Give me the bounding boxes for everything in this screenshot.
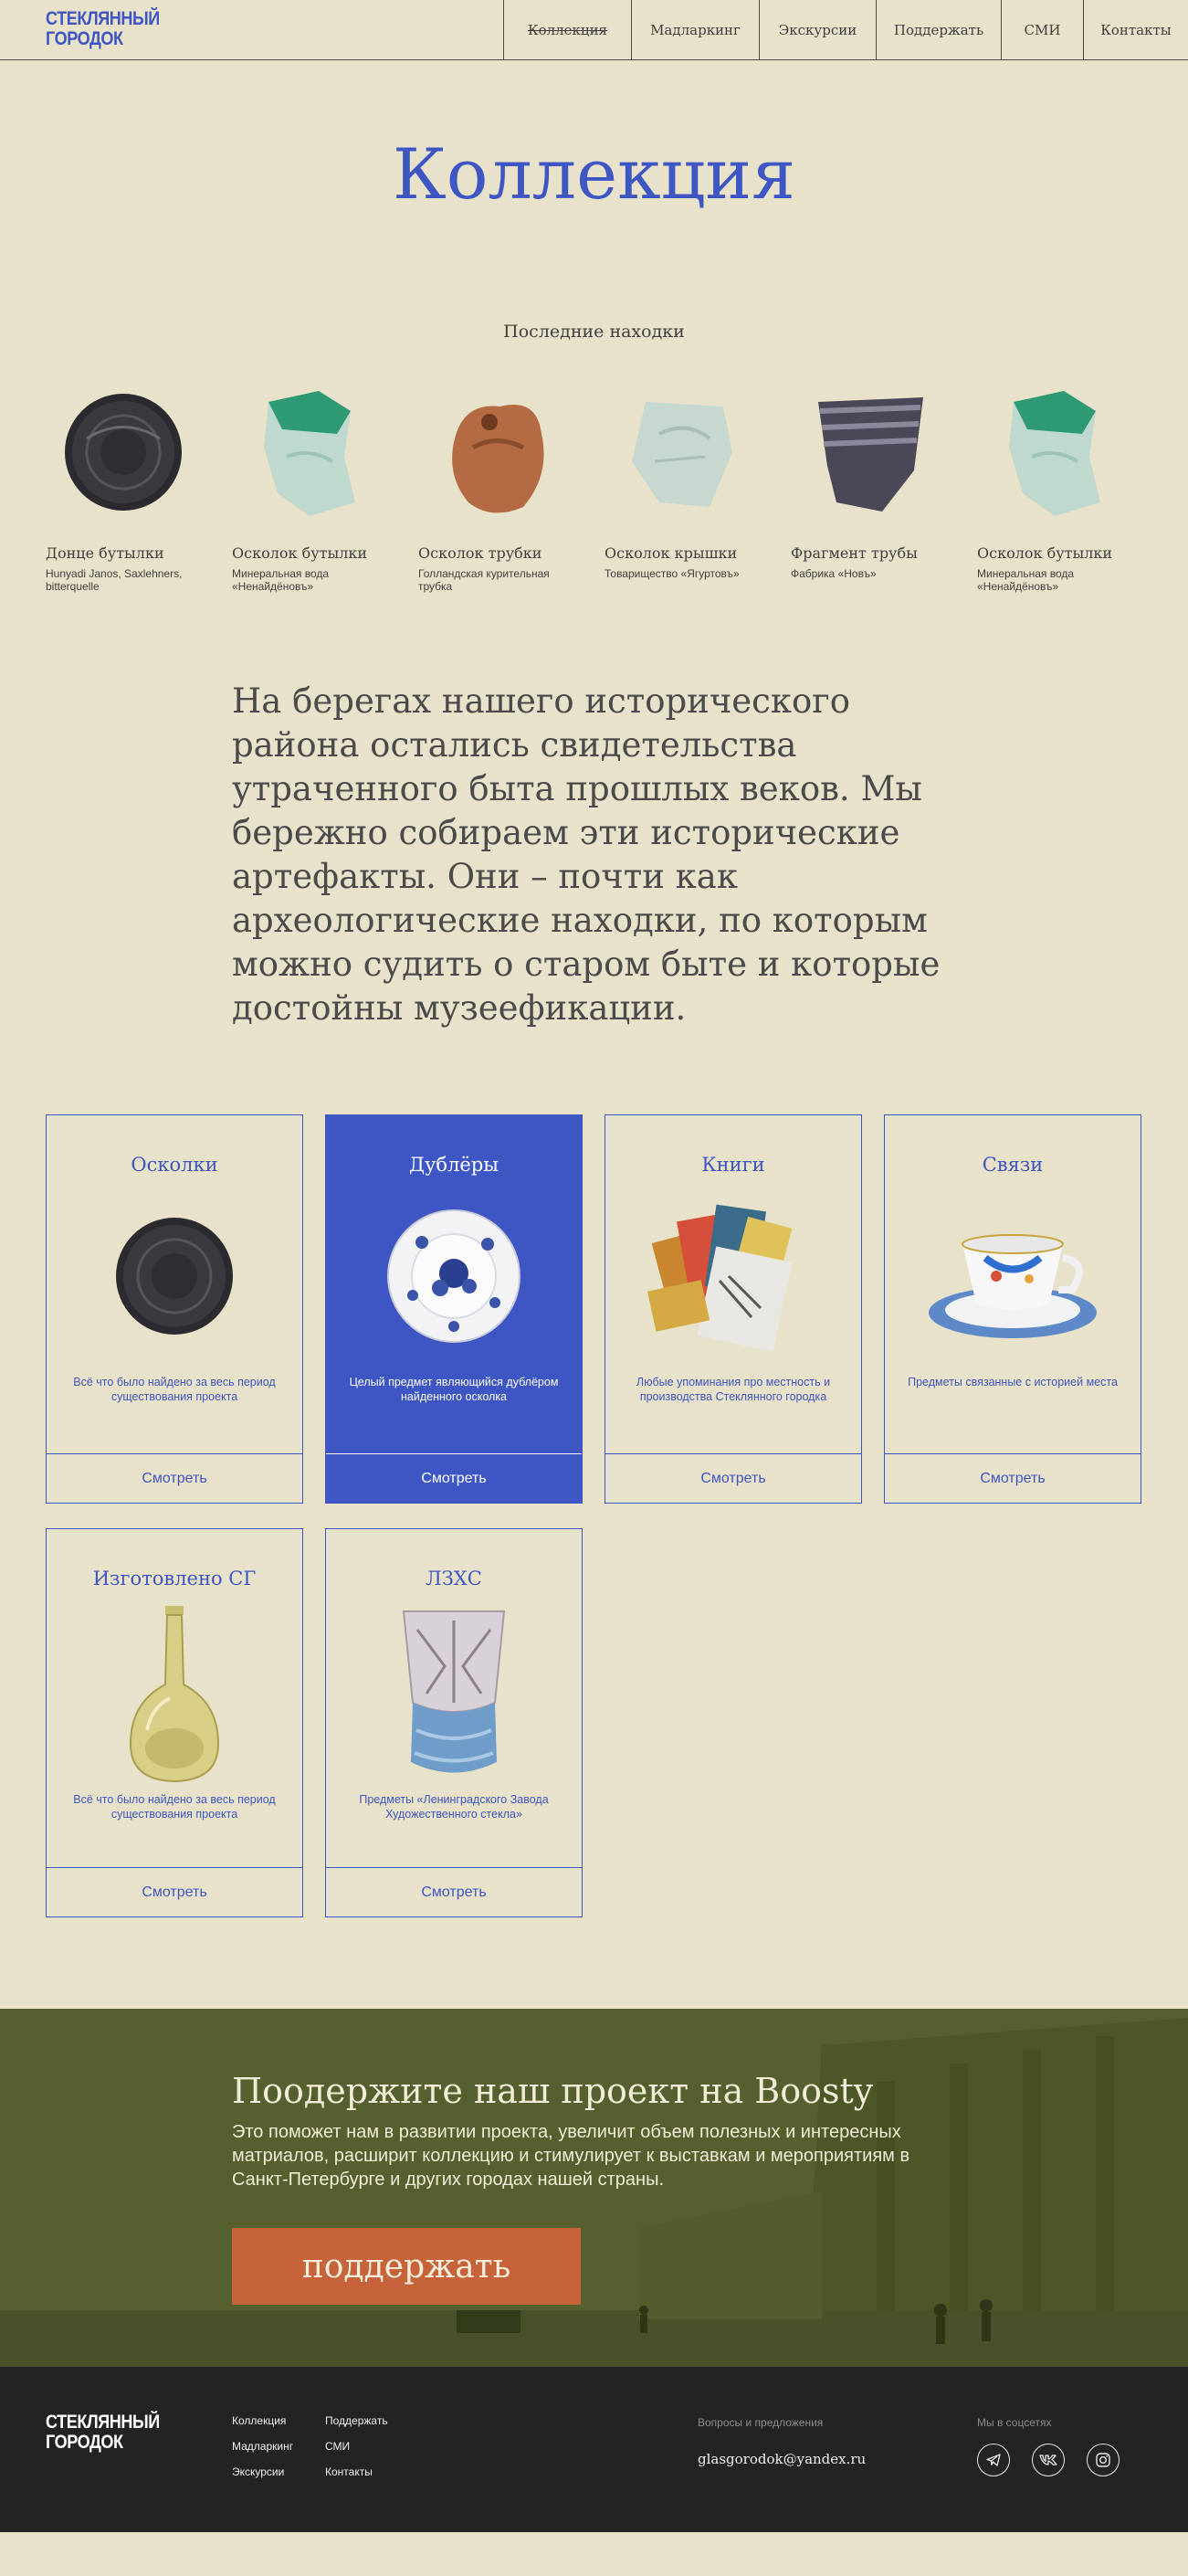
category-description: Любые упоминания про местность и производства Стеклянного городка <box>636 1376 831 1403</box>
view-button[interactable]: Смотреть <box>885 1453 1141 1503</box>
view-button[interactable]: Смотреть <box>326 1453 582 1503</box>
view-button[interactable]: Смотреть <box>47 1453 302 1503</box>
find-subtitle: Голландская курительная трубка <box>418 567 550 593</box>
crystal-vase-icon <box>363 1602 545 1785</box>
site-logo[interactable] <box>46 9 160 49</box>
latest-finds <box>0 375 1188 593</box>
category-description: Целый предмет являющийся дублёром найденного осколка <box>349 1376 559 1403</box>
category-title: Дублёры <box>409 1154 499 1176</box>
social-links <box>977 2444 1120 2476</box>
contact-email-link[interactable]: glasgorodok@yandex.ru <box>698 2451 867 2467</box>
find-subtitle: Минеральная вода «Ненайдёновъ» <box>232 567 330 593</box>
boosty-section <box>0 2009 1188 2367</box>
category-card-lzhs[interactable] <box>325 1528 583 1917</box>
nav-item-media[interactable]: СМИ <box>1001 0 1083 60</box>
find-name: Фрагмент трубы <box>791 544 918 562</box>
support-button[interactable]: поддержать <box>232 2228 581 2305</box>
footer-link-support[interactable]: Поддержать <box>325 2414 388 2427</box>
find-name: Донце бутылки <box>46 544 164 562</box>
latest-finds-title: Последние находки <box>503 322 685 342</box>
vk-icon[interactable] <box>1032 2444 1065 2476</box>
pipe-fragment-icon <box>791 375 946 530</box>
view-button[interactable]: Смотреть <box>326 1867 582 1916</box>
category-title: Осколки <box>131 1154 218 1176</box>
logo-line-1: СТЕКЛЯННЫЙ <box>46 8 160 29</box>
questions-label: Вопросы и предложения <box>698 2416 824 2429</box>
category-title: Связи <box>982 1154 1044 1176</box>
view-button[interactable]: Смотреть <box>47 1867 302 1916</box>
site-header <box>0 0 1188 60</box>
glass-bottle-icon <box>83 1602 266 1785</box>
category-description: Предметы связанные с историей места <box>908 1376 1118 1388</box>
instagram-icon[interactable] <box>1087 2444 1120 2476</box>
main-nav <box>503 0 1188 60</box>
category-card-duplicates[interactable] <box>325 1114 583 1504</box>
telegram-icon[interactable] <box>977 2444 1010 2476</box>
nav-item-contacts[interactable]: Контакты <box>1083 0 1188 60</box>
find-item[interactable] <box>977 375 1163 593</box>
bottle-bottom-icon <box>83 1194 266 1358</box>
glass-shard-icon <box>977 375 1132 530</box>
find-item[interactable] <box>418 375 605 593</box>
footer-link-excursions[interactable]: Экскурсии <box>232 2465 285 2478</box>
find-subtitle: Товарищество «Ягуртовъ» <box>605 567 740 580</box>
find-item[interactable] <box>791 375 977 593</box>
footer-nav <box>232 2414 416 2478</box>
boosty-text: Это поможет нам в развитии проекта, увеличит объем полезных и интересных матриалов, расширит коллекцию и стимулирует к выставкам и мероприятиям в Санкт-Петербурге и других городах нашей страны. <box>232 2122 910 2190</box>
find-item[interactable] <box>232 375 418 593</box>
category-card-made-sg[interactable] <box>46 1528 303 1917</box>
footer-link-mudlarking[interactable]: Мадларкинг <box>232 2440 294 2453</box>
view-button[interactable]: Смотреть <box>605 1453 861 1503</box>
lid-shard-icon <box>605 375 760 530</box>
nav-item-excursions[interactable]: Экскурсии <box>759 0 876 60</box>
nav-item-support[interactable]: Поддержать <box>876 0 1001 60</box>
category-card-books[interactable] <box>605 1114 862 1504</box>
find-subtitle: Фабрика «Новъ» <box>791 567 877 580</box>
find-name: Осколок крышки <box>605 544 738 562</box>
footer-link-contacts[interactable]: Контакты <box>325 2465 373 2478</box>
category-card-shards[interactable] <box>46 1114 303 1504</box>
categories-grid <box>46 1114 1188 1917</box>
bottle-bottom-icon <box>46 375 201 530</box>
footer-link-media[interactable]: СМИ <box>325 2440 351 2453</box>
find-item[interactable] <box>46 375 232 593</box>
category-description: Всё что было найдено за весь период существования проекта <box>73 1793 276 1821</box>
nav-item-collection[interactable]: Коллекция <box>503 0 631 60</box>
pipe-shard-icon <box>418 375 573 530</box>
footer-logo[interactable] <box>46 2412 160 2453</box>
find-name: Осколок трубки <box>418 544 542 562</box>
find-name: Осколок бутылки <box>977 544 1113 562</box>
find-subtitle: Минеральная вода «Ненайдёновъ» <box>977 567 1075 593</box>
page-title: Коллекция <box>392 133 796 215</box>
teacup-icon <box>921 1194 1104 1358</box>
logo-line-1: СТЕКЛЯННЫЙ <box>46 2412 160 2433</box>
category-description: Предметы «Ленинградского Завода Художественного стекла» <box>359 1793 549 1821</box>
footer-link-collection[interactable]: Коллекция <box>232 2414 287 2427</box>
find-subtitle: Hunyadi Janos, Saxlehners, bitterquelle <box>46 567 183 593</box>
boosty-title: Поодержите наш проект на Boosty <box>232 2071 874 2111</box>
category-card-connections[interactable] <box>884 1114 1141 1504</box>
category-title: Книги <box>701 1154 765 1176</box>
category-title: Изготовлено СГ <box>92 1568 257 1589</box>
social-label: Мы в соцсетях <box>977 2416 1052 2429</box>
books-icon <box>642 1194 825 1358</box>
plate-icon <box>363 1194 545 1358</box>
find-item[interactable] <box>605 375 791 593</box>
find-name: Осколок бутылки <box>232 544 368 562</box>
category-description: Всё что было найдено за весь период существования проекта <box>73 1376 276 1403</box>
logo-line-2: ГОРОДОК <box>46 28 123 49</box>
nav-item-mudlarking[interactable]: Мадларкинг <box>631 0 759 60</box>
category-title: ЛЗХС <box>426 1568 482 1589</box>
logo-line-2: ГОРОДОК <box>46 2432 123 2453</box>
glass-shard-icon <box>232 375 387 530</box>
site-footer <box>0 2367 1188 2532</box>
intro-text: На берегах нашего исторического района остались свидетельства утраченного быта прошлых веков. Мы бережно собираем эти исторические артефакты. Они – почти как археологические находки, по которым можно судить о старом быте и которые достойны музеефикации. <box>232 681 941 1028</box>
